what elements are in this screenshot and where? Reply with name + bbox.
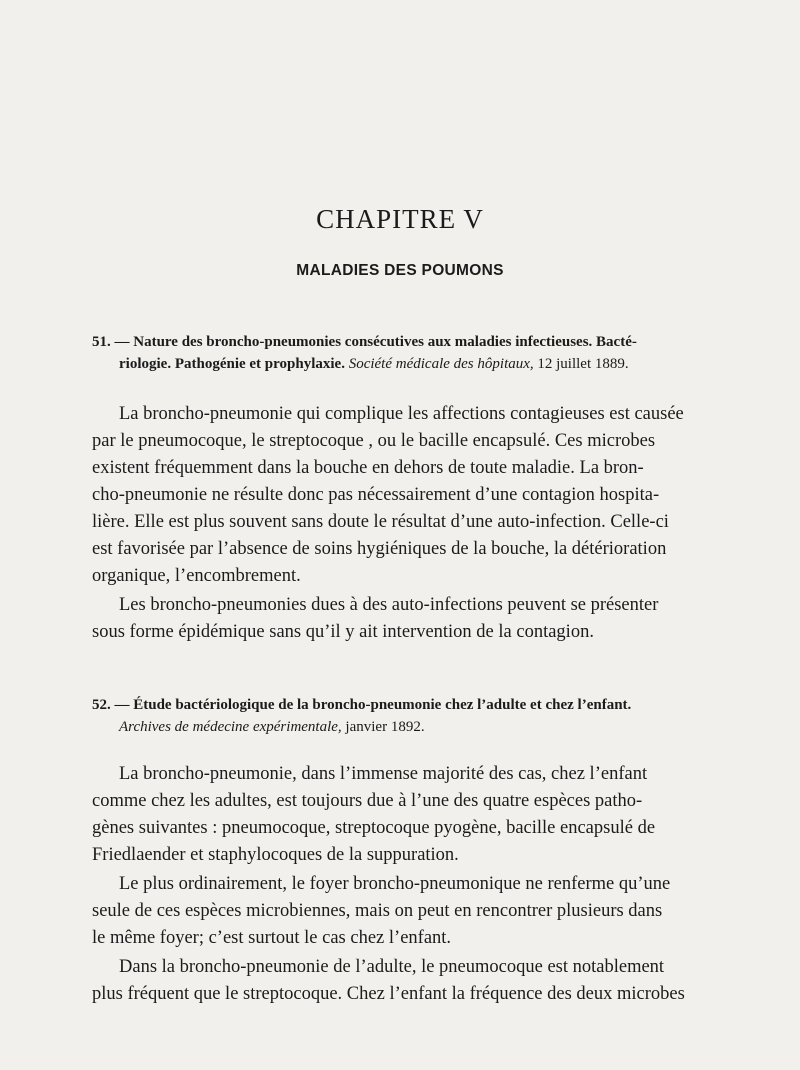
entry-51-heading-line2 (92, 353, 732, 375)
text-line: sous forme épidémique sans qu’il y ait intervention de la contagion. (92, 622, 594, 642)
text-line: Friedlaender et staphylocoques de la suppuration. (92, 845, 459, 865)
entry-52-heading-line2 (92, 716, 732, 738)
entry-51-heading (92, 331, 732, 375)
text-line: existent fréquemment dans la bouche en dehors de toute maladie. La bron- (92, 458, 644, 478)
text-line: seule de ces espèces microbiennes, mais on peut en rencontrer plusieurs dans (92, 901, 663, 921)
entry-52-heading (92, 694, 732, 738)
entry-52-date: janvier 1892. (345, 719, 425, 735)
text-line: comme chez les adultes, est toujours due à l’une des quatre espèces patho- (92, 791, 643, 811)
section-title: MALADIES DES POUMONS (296, 262, 504, 279)
text-line: La broncho-pneumonie, dans l’immense majorité des cas, chez l’enfant (119, 764, 648, 784)
text-line: est favorisée par l’absence de soins hygiéniques de la bouche, la détérioration (92, 539, 667, 559)
text-line: organique, l’encombrement. (92, 566, 301, 586)
entry-51-source: Société médicale des hôpitaux, (348, 356, 534, 372)
entry-52-body (92, 761, 732, 1008)
text-line: gènes suivantes : pneumocoque, streptocoque pyogène, bacille encapsulé de (92, 818, 656, 838)
text-line: lière. Elle est plus souvent sans doute le résultat d’une auto-infection. Celle-ci (92, 512, 669, 532)
text-line: Le plus ordinairement, le foyer broncho-pneumonique ne renferme qu’une (119, 874, 671, 894)
entry-52-source: Archives de médecine expérimentale, (119, 719, 342, 735)
text-line: par le pneumocoque, le streptocoque , ou le bacille encapsulé. Ces microbes (92, 431, 656, 451)
entry-51-heading-subject: riologie. Pathogénie et prophylaxie. (119, 356, 345, 372)
entry-51-body (92, 401, 732, 646)
entry-52-heading-line1: 52. — Étude bactériologique de la broncho-pneumonie chez l’adulte et chez l’enfant. (92, 697, 632, 713)
text-line: le même foyer; c’est surtout le cas chez l’enfant. (92, 928, 452, 948)
text-line: plus fréquent que le streptocoque. Chez l’enfant la fréquence des deux microbes (92, 984, 685, 1004)
chapter-title: CHAPITRE V (316, 204, 484, 234)
text-line: La broncho-pneumonie qui complique les affections contagieuses est causée (119, 404, 684, 424)
entry-51-date: 12 juillet 1889. (537, 356, 629, 372)
text-line: Dans la broncho-pneumonie de l’adulte, le pneumocoque est notablement (119, 957, 665, 977)
text-line: Les broncho-pneumonies dues à des auto-infections peuvent se présenter (119, 595, 659, 615)
entry-51-heading-line1: 51. — Nature des broncho-pneumonies consécutives aux maladies infectieuses. Bacté- (92, 334, 637, 350)
text-line: cho-pneumonie ne résulte donc pas nécessairement d’une contagion hospita- (92, 485, 660, 505)
